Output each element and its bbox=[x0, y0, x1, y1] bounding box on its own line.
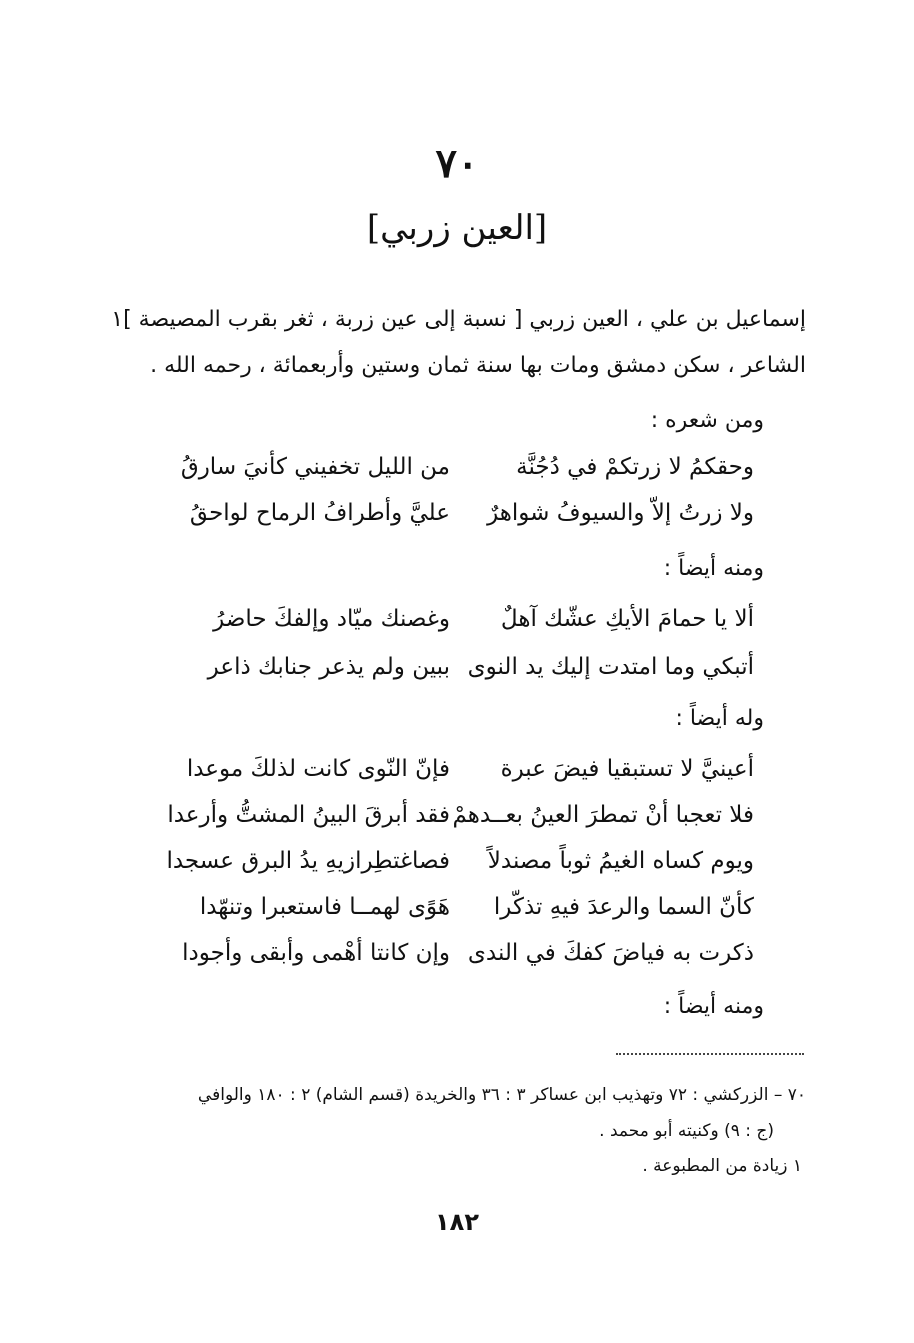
verse-hemistich-second: من الليل تخفيني كأنيَ سارقُ bbox=[180, 454, 450, 480]
entry-number: ٧٠ bbox=[435, 140, 479, 187]
poem-intro: ومن شعره : bbox=[650, 408, 764, 433]
verse-hemistich-first: ذكرت به فياضَ كفكَ في الندى bbox=[467, 940, 754, 966]
biography-line-1: إسماعيل بن علي ، العين زربي [ نسبة إلى عين زربة ، ثغر بقرب المصيصة ]١ bbox=[111, 307, 806, 332]
verse-hemistich-first: ألا يا حمامَ الأيكِ عشّك آهلٌ bbox=[500, 606, 754, 632]
footnote-line-3: ١ زيادة من المطبوعة . bbox=[642, 1156, 802, 1176]
entry-title: [العين زربي] bbox=[366, 208, 548, 248]
verse-hemistich-second: فإنّ النّوى كانت لذلكَ موعدا bbox=[186, 756, 450, 782]
verse-hemistich-second: وإن كانتا أهْمى وأبقى وأجودا bbox=[182, 940, 450, 966]
verse-hemistich-first: وحقكمُ لا زرتكمْ في دُجُنَّة bbox=[516, 454, 754, 480]
verse-hemistich-second: عليَّ وأطرافُ الرماح لواحقُ bbox=[189, 500, 450, 526]
verse-hemistich-second: فصاغتطِرازيهِ يدُ البرق عسجدا bbox=[166, 848, 450, 874]
verse-hemistich-second: ببين ولم يذعر جنابك ذاعر bbox=[207, 654, 450, 680]
verse-hemistich-first: أتبكي وما امتدت إليك يد النوى bbox=[467, 654, 754, 680]
verse-hemistich-first: ويوم كساه الغيمُ ثوباً مصندلاً bbox=[487, 848, 754, 874]
verse-hemistich-first: فلا تعجبا أنْ تمطرَ العينُ بعــدهمْ bbox=[452, 802, 754, 828]
footnote-line-1: ٧٠ – الزركشي : ٧٢ وتهذيب ابن عساكر ٣ : ٣٦ والخريدة (قسم الشام) ٢ : ١٨٠ والوافي bbox=[197, 1085, 806, 1105]
poem-intro: ومنه أيضاً : bbox=[663, 556, 764, 581]
page-number: ١٨٢ bbox=[435, 1208, 479, 1236]
verse-hemistich-second: هَوًى لهمــا فاستعبرا وتنهّدا bbox=[199, 894, 450, 920]
footnote-line-2: (ج : ٩) وكنيته أبو محمد . bbox=[599, 1121, 774, 1141]
biography-line-2: الشاعر ، سكن دمشق ومات بها سنة ثمان وستين وأربعمائة ، رحمه الله . bbox=[150, 353, 806, 378]
footnote-separator bbox=[616, 1053, 804, 1055]
verse-hemistich-first: ولا زرتُ إلاّ والسيوفُ شواهرٌ bbox=[487, 500, 754, 526]
verse-hemistich-second: فقد أبرقَ البينُ المشتُّ وأرعدا bbox=[167, 802, 450, 828]
verse-hemistich-first: أعينيَّ لا تستبقيا فيضَ عبرة bbox=[500, 756, 754, 782]
poem-intro: ومنه أيضاً : bbox=[663, 994, 764, 1019]
verse-hemistich-second: وغصنك ميّاد وإلفكَ حاضرُ bbox=[213, 606, 450, 632]
verse-hemistich-first: كأنّ السما والرعدَ فيهِ تذكّرا bbox=[493, 894, 754, 920]
poem-intro: وله أيضاً : bbox=[675, 706, 764, 731]
